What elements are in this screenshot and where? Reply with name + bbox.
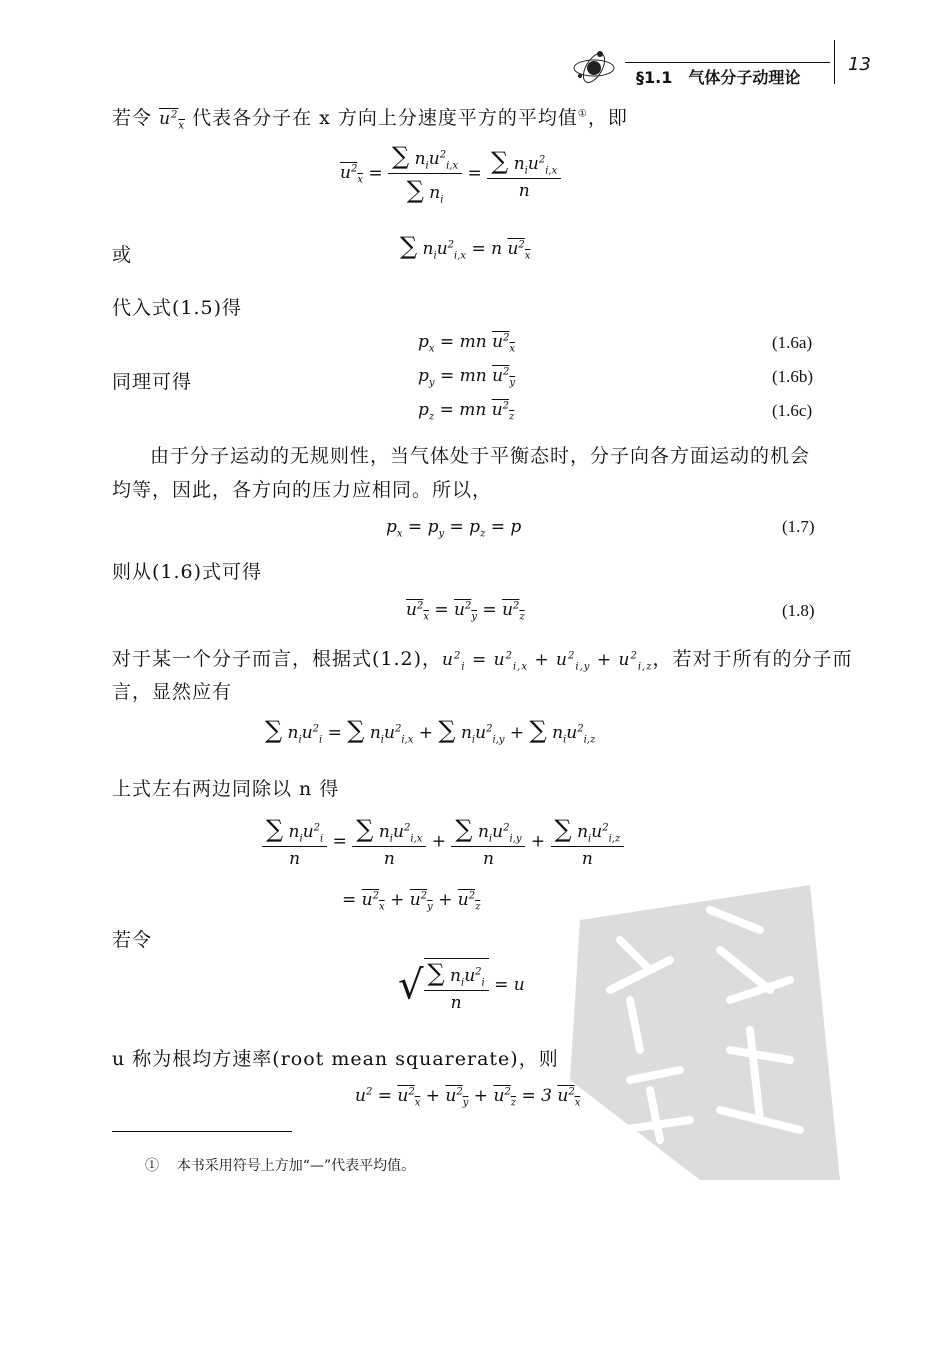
similarly-text: 同理可得 [112,371,193,393]
equation-number: (1.6b) [772,367,814,386]
footnote-ref: ① [577,108,588,120]
let-text: 若令 [112,929,153,951]
header-rule [625,62,830,63]
equation-py: $p_y$ = mn $u^2_y$ [418,366,516,389]
from-16-text: 则从(1.6)式可得 [112,561,263,583]
mean-ux2-symbol: $u^2_x$ [159,109,186,132]
substitute-text: 代入式(1.5)得 [112,297,243,319]
para-1-prefix: 若令 [112,107,153,129]
para-1 [112,103,628,131]
para-3-text-b: ，若对于所有的分子而 [652,648,853,670]
rms-text: u 称为根均方速率(root mean squarerate)，则 [112,1048,559,1070]
atom-logo-icon [570,46,618,86]
footnote-text: 本书采用符号上方加“—”代表平均值。 [176,1158,416,1174]
equation-divide-n: $\frac{\sum n_iu^2_i}{n}$ = $\frac{\sum n_iu^2_{i,x}}{n}$ + $\frac{\sum n_iu^2_{i,y}}{n}$ + $\frac{\sum n_iu^2_{i,z}}{n}$ [262,815,624,869]
para-1-end: ，即 [587,107,628,129]
equation-pressures-equal: $p_x = p_y = p_z = p$ [386,517,522,540]
or-label: 或 [112,244,133,266]
page-header [570,40,950,90]
equation-u-squared: $u^2 = u^2_x + u^2_y + u^2_z = 3$ $u^2_x$ [355,1086,581,1109]
equation-means-equal: $u^2_x = u^2_y = u^2_z$ [406,600,525,623]
equation-rms-definition: √ $\frac{\sum n_iu^2_i}{n}$ = u [398,959,525,1014]
footnote [145,1155,415,1175]
equation-number: (1.6a) [772,333,813,352]
para-3-text-a: 对于某一个分子而言，根据式(1.2)， [112,648,443,670]
para-3-line-2: 言，显然应有 [112,681,233,703]
inline-equation-ui2: $u^2_i = u^2_{i,x} + u^2_{i,y} + u^2_{i,z}$ [442,650,653,673]
equation-number: (1.7) [782,517,815,536]
divide-text: 上式左右两边同除以 n 得 [112,778,340,800]
equation-sum-niuix: ∑ $n_iu^2_{i,x} = n$ $u^2_x$ [400,232,531,262]
header-divider [834,40,835,84]
watermark-seal-icon [560,880,850,1200]
equation-number: (1.6c) [772,401,813,420]
equation-mean-ux2: $u^2_x$ = $\frac{\sum n_iu^2_{i,x}}{\sum n_i}$ = $\frac{\sum n_iu^2_{i,x}}{n}$ [340,142,561,206]
equation-divide-result: = $u^2_x + u^2_y + u^2_z$ [342,890,481,913]
footnote-mark: ① [145,1158,159,1174]
footnote-rule [112,1131,292,1132]
para-2-line-1: 由于分子运动的无规则性，当气体处于平衡态时，分子向各方面运动的机会 [150,445,811,467]
para-2-line-2: 均等，因此，各方向的压力应相同。所以， [112,479,493,501]
equation-pz: $p_z$ = mn $u^2_z$ [418,400,515,423]
para-3-line-1 [112,644,852,672]
equation-number: (1.8) [782,601,815,620]
section-title: §1.1 气体分子动理论 [636,68,801,87]
equation-px: $p_x$ = mn $u^2_x$ [418,332,516,355]
equation-sum-components: ∑ $n_iu^2_i$ = ∑ $n_iu^2_{i,x}$ + ∑ $n_iu^2_{i,y}$ + ∑ $n_iu^2_{i,z}$ [265,716,596,746]
page-number: 13 [848,54,871,75]
para-1-rest: 代表各分子在 x 方向上分速度平方的平均值 [192,107,578,129]
